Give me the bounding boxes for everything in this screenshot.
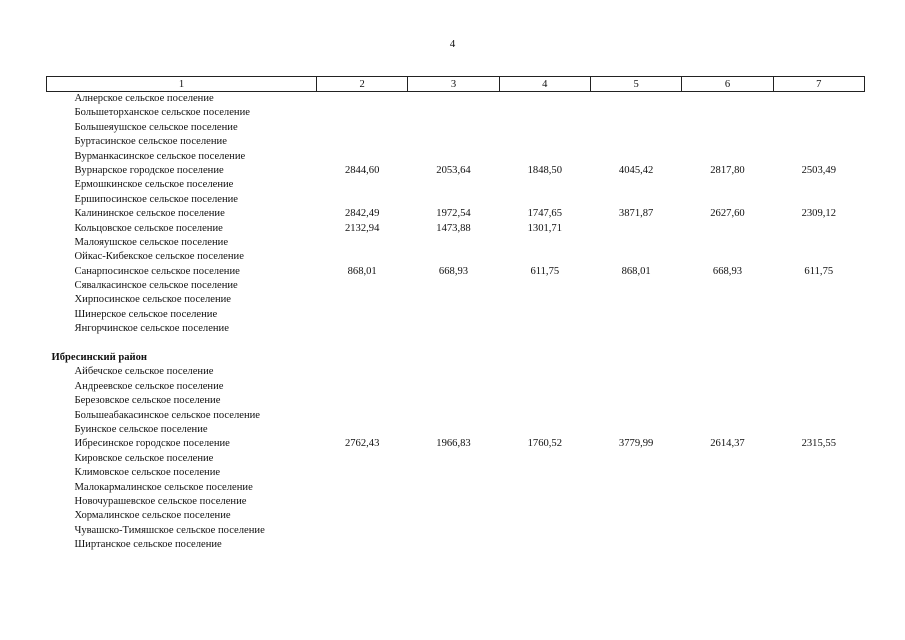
table-row [47,524,865,538]
value-cell [682,135,773,149]
value-cell [499,293,590,307]
settlement-name: Малокармалинское сельское поселение [74,481,253,493]
value-cell: 1473,88 [436,222,471,234]
value-cell [773,106,864,120]
table-row [47,106,865,120]
value-cell [499,236,590,250]
value-cell [408,92,499,107]
value-cell [317,178,408,192]
value-cell [408,279,499,293]
value-cell [317,423,408,437]
value-cell [408,135,499,149]
value-cell: 868,01 [347,265,377,277]
table-header [47,77,865,92]
value-cell [408,394,499,408]
value-cell [499,106,590,120]
value-cell: 2627,60 [710,208,745,220]
table-row [47,164,865,178]
settlement-name: Ширтанское сельское поселение [74,539,222,551]
value-cell [499,394,590,408]
value-cell [773,466,864,480]
value-cell [317,409,408,423]
spacer-cell [47,337,865,351]
value-cell [499,409,590,423]
value-cell [317,380,408,394]
settlement-name: Санарпосинское сельское поселение [74,265,240,277]
value-cell [682,106,773,120]
value-cell [773,365,864,379]
value-cell [408,452,499,466]
value-cell [590,236,681,250]
value-cell [317,92,408,107]
value-cell [773,423,864,437]
value-cell [590,308,681,322]
table-row [47,121,865,135]
value-cell [499,538,590,552]
value-cell [408,409,499,423]
value-cell [773,495,864,509]
settlement-name: Березовское сельское поселение [74,395,221,407]
value-cell: 668,93 [712,265,743,277]
value-cell [590,509,681,523]
value-cell [408,524,499,538]
table-row [47,308,865,322]
value-cell [499,509,590,523]
value-cell [590,365,681,379]
value-cell [773,509,864,523]
value-cell [682,452,773,466]
settlement-name: Калининское сельское поселение [74,208,225,220]
value-cell [408,481,499,495]
value-cell [682,380,773,394]
settlement-name: Янгорчинское сельское поселение [74,323,229,335]
value-cell [773,308,864,322]
value-cell [682,509,773,523]
value-cell [773,135,864,149]
value-cell [499,495,590,509]
value-cell: 611,75 [530,265,560,277]
table-row [47,265,865,279]
column-header: 6 [682,77,773,92]
column-header: 3 [408,77,499,92]
table-row [47,394,865,408]
settlement-name: Хормалинское сельское поселение [74,510,231,522]
value-cell [317,250,408,264]
value-cell: 1747,65 [527,208,563,220]
value-cell [682,150,773,164]
value-cell [499,279,590,293]
value-cell [590,452,681,466]
value-cell [408,121,499,135]
table-row [47,495,865,509]
settlement-name: Большеяушское сельское поселение [74,121,238,133]
value-cell [408,236,499,250]
value-cell [317,509,408,523]
value-cell [590,409,681,423]
value-cell [682,538,773,552]
table-row [47,236,865,250]
value-cell [317,308,408,322]
settlement-name: Вурнарское городское поселение [74,164,224,176]
district-name: Ибресинский район [51,352,148,364]
value-cell [773,538,864,552]
value-cell [590,222,681,236]
value-cell [317,106,408,120]
value-cell [590,178,681,192]
settlement-name: Шинерское сельское поселение [74,308,218,320]
value-cell [773,121,864,135]
value-cell [590,293,681,307]
value-cell [317,121,408,135]
value-cell: 1760,52 [527,438,563,450]
value-cell: 611,75 [804,265,834,277]
value-cell: 2132,94 [344,222,380,234]
settlement-name: Сявалкасинское сельское поселение [74,280,238,292]
table-row [47,279,865,293]
value-cell: 3871,87 [618,208,654,220]
value-cell [682,322,773,336]
settlement-name: Ойкас-Кибекское сельское поселение [74,251,244,263]
value-cell [408,250,499,264]
value-cell [317,481,408,495]
table-row [47,178,865,192]
value-cell [682,481,773,495]
value-cell [682,222,773,236]
value-cell [682,178,773,192]
column-header: 1 [47,77,317,92]
table-row [47,365,865,379]
value-cell [590,380,681,394]
value-cell [317,193,408,207]
value-cell [317,293,408,307]
value-cell [590,92,681,107]
table-row [47,135,865,149]
value-cell [499,250,590,264]
value-cell [682,466,773,480]
value-cell: 3779,99 [618,438,654,450]
value-cell [773,150,864,164]
settlement-name: Алнерское сельское поселение [74,93,214,104]
table-body [47,92,865,553]
value-cell [408,178,499,192]
value-cell [499,308,590,322]
value-cell [499,365,590,379]
value-cell [773,322,864,336]
value-cell [408,509,499,523]
value-cell [590,495,681,509]
value-cell [773,481,864,495]
column-header: 4 [499,77,590,92]
value-cell [408,193,499,207]
value-cell: 2503,49 [801,164,837,176]
settlement-name: Вурманкасинское сельское поселение [74,150,246,162]
value-cell [590,322,681,336]
value-cell [682,495,773,509]
value-cell [773,524,864,538]
value-cell [317,279,408,293]
value-cell [499,193,590,207]
value-cell: 1972,54 [436,208,471,220]
table-row [47,538,865,552]
column-header: 5 [590,77,681,92]
value-cell [682,423,773,437]
value-cell [773,409,864,423]
table-row [47,193,865,207]
value-cell [590,481,681,495]
value-cell [499,92,590,107]
value-cell [590,150,681,164]
table-row [47,250,865,264]
table-row [47,481,865,495]
value-cell [317,394,408,408]
value-cell [682,293,773,307]
table-row [47,322,865,336]
settlement-name: Айбечское сельское поселение [74,366,214,378]
settlement-name: Большеторханское сельское поселение [74,107,250,119]
settlement-name: Хирпосинское сельское поселение [74,294,232,306]
value-cell [590,423,681,437]
table-row [47,452,865,466]
value-cell [773,452,864,466]
value-cell [408,423,499,437]
value-cell [499,178,590,192]
table-row [47,92,865,107]
value-cell [590,466,681,480]
value-cell [773,250,864,264]
data-table [46,76,865,553]
table-row [47,380,865,394]
settlement-name: Буинское сельское поселение [74,423,208,435]
value-cell [499,524,590,538]
value-cell: 2842,49 [344,208,380,220]
value-cell [408,365,499,379]
header-row [47,77,865,92]
value-cell: 1301,71 [527,222,563,234]
value-cell [317,135,408,149]
value-cell [317,365,408,379]
value-cell [682,193,773,207]
table-row [47,423,865,437]
value-cell [682,279,773,293]
value-cell [317,322,408,336]
value-cell [682,409,773,423]
settlement-name: Ершипосинское сельское поселение [74,193,238,205]
value-cell [499,150,590,164]
value-cell [499,466,590,480]
value-cell [408,293,499,307]
value-cell [773,236,864,250]
value-cell [408,466,499,480]
value-cell [773,92,864,107]
value-cell [682,250,773,264]
value-cell: 4045,42 [618,164,654,176]
table-row [47,293,865,307]
value-cell [499,121,590,135]
value-cell: 2053,64 [436,164,471,176]
value-cell [499,423,590,437]
value-cell [682,121,773,135]
table-row [47,466,865,480]
table-row [47,409,865,423]
table-row [47,150,865,164]
column-header: 7 [773,77,864,92]
settlement-name: Кольцовское сельское поселение [74,222,223,234]
settlement-name: Малояушское сельское поселение [74,236,229,248]
value-cell [773,279,864,293]
value-cell [317,466,408,480]
settlement-name: Буртасинское сельское поселение [74,136,227,148]
value-cell [499,135,590,149]
value-cell: 2817,80 [710,164,745,176]
settlement-name: Чувашско-Тимяшское сельское поселение [74,524,265,536]
settlement-name: Климовское сельское поселение [74,467,221,479]
column-header: 2 [317,77,408,92]
value-cell [499,452,590,466]
settlement-name: Кировское сельское поселение [74,452,214,464]
value-cell [499,380,590,394]
value-cell [773,222,864,236]
value-cell [590,121,681,135]
value-cell [317,452,408,466]
value-cell [408,308,499,322]
value-cell: 868,01 [621,265,651,277]
table-row [47,222,865,236]
value-cell [408,106,499,120]
value-cell [499,481,590,495]
value-cell [317,236,408,250]
settlement-name: Ермошкинское сельское поселение [74,179,234,191]
value-cell: 2844,60 [344,164,380,176]
value-cell [590,106,681,120]
value-cell: 2309,12 [801,208,837,220]
value-cell [590,524,681,538]
value-cell [773,193,864,207]
settlement-name: Ибресинское городское поселение [74,438,230,450]
value-cell [590,538,681,552]
page-number: 4 [449,38,456,50]
value-cell [408,322,499,336]
district-row [47,351,865,365]
value-cell [773,178,864,192]
value-cell: 2315,55 [801,438,837,450]
value-cell [773,394,864,408]
value-cell [682,308,773,322]
value-cell: 668,93 [438,265,469,277]
value-cell [590,193,681,207]
value-cell [408,380,499,394]
value-cell: 1966,83 [436,438,471,450]
value-cell: 1848,50 [527,164,563,176]
value-cell [317,524,408,538]
settlement-name: Большеабакасинское сельское поселение [74,409,260,421]
value-cell [590,394,681,408]
value-cell [317,538,408,552]
settlement-name: Новочурашевское сельское поселение [74,495,247,507]
value-cell [590,135,681,149]
value-cell: 2762,43 [344,438,380,450]
value-cell [773,380,864,394]
spacer-row [47,337,865,351]
value-cell [408,538,499,552]
value-cell [682,236,773,250]
value-cell [773,293,864,307]
value-cell [317,150,408,164]
table-row [47,437,865,451]
value-cell [408,495,499,509]
value-cell [499,322,590,336]
settlement-name: Андреевское сельское поселение [74,380,224,392]
value-cell [682,524,773,538]
table-row [47,207,865,221]
value-cell [682,394,773,408]
value-cell [682,365,773,379]
value-cell [317,495,408,509]
value-cell [682,92,773,107]
value-cell [590,279,681,293]
value-cell [408,150,499,164]
value-cell: 2614,37 [710,438,745,450]
value-cell [590,250,681,264]
table-row [47,509,865,523]
